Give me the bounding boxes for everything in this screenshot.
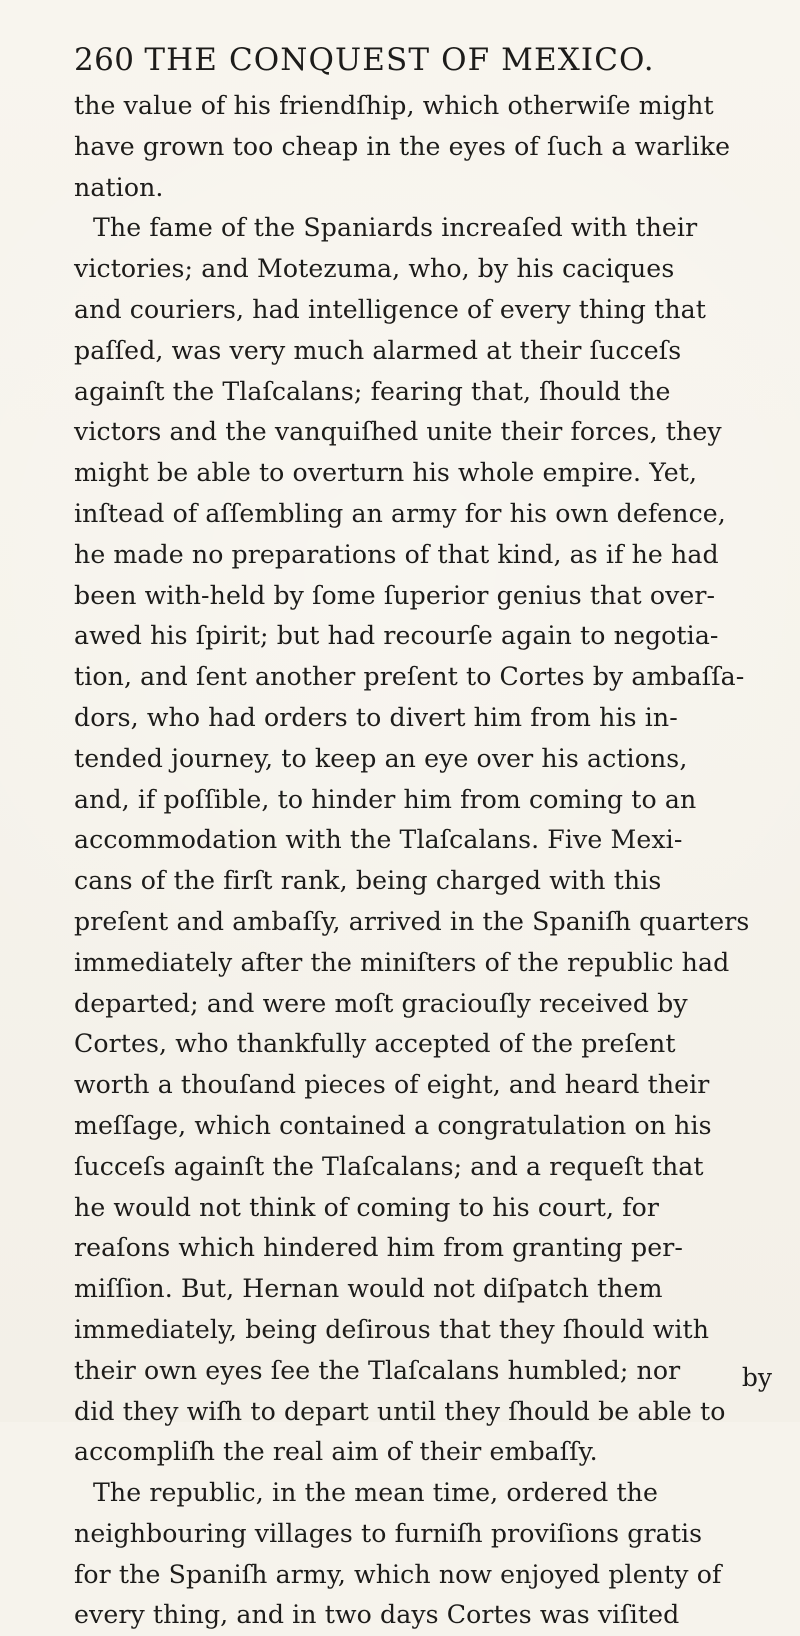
text-line: awed his ſpirit; but had recourſe again to negotia- xyxy=(74,621,719,651)
text-line: immediately after the miniſters of the republic had xyxy=(74,947,730,977)
text-line: have grown too cheap in the eyes of ſuch a warlike xyxy=(74,131,731,161)
catchword: by xyxy=(741,1363,772,1392)
text-line: their own eyes ſee the Tlaſcalans humbled; nor xyxy=(74,1355,681,1385)
text-line: been with-held by ſome ſuperior genius that over- xyxy=(74,580,716,610)
text-line: did they wiſh to depart until they ſhould be able to xyxy=(74,1396,726,1426)
text-line: The republic, in the mean time, ordered the xyxy=(93,1478,658,1508)
text-line: inſtead of aſſembling an army for his own defence, xyxy=(74,498,726,528)
text-line: meſſage, which contained a congratulation on his xyxy=(74,1110,712,1140)
text-line: victories; and Motezuma, who, by his caciques xyxy=(74,254,675,284)
body-text xyxy=(74,86,772,1636)
text-line: for the Spaniſh army, which now enjoyed plenty of xyxy=(74,1559,722,1589)
text-line: and couriers, had intelligence of every thing that xyxy=(74,294,706,324)
text-line: accompliſh the real aim of their embaſſy. xyxy=(74,1437,598,1467)
text-line: dors, who had orders to divert him from his in- xyxy=(74,702,678,732)
text-line: ſucceſs againſt the Tlaſcalans; and a requeſt that xyxy=(74,1151,704,1181)
text-line: againſt the Tlaſcalans; fearing that, ſhould the xyxy=(74,376,671,406)
text-line: the value of his friendſhip, which otherwiſe might xyxy=(74,91,714,120)
text-line: preſent and ambaſſy, arrived in the Spaniſh quarters xyxy=(74,906,750,936)
text-line: tion, and ſent another preſent to Cortes by ambaſſa- xyxy=(74,662,745,692)
page-number: 260 xyxy=(74,42,135,78)
text-line: neighbouring villages to furniſh proviſions gratis xyxy=(74,1518,703,1548)
text-line: The fame of the Spaniards increaſed with their xyxy=(93,213,698,243)
text-line: he made no preparations of that kind, as if he had xyxy=(74,539,719,569)
text-line: Cortes, who thankfully accepted of the preſent xyxy=(74,1029,676,1059)
text-line: accommodation with the Tlaſcalans. Five Mexi- xyxy=(74,825,683,855)
text-line: miſſion. But, Hernan would not diſpatch them xyxy=(74,1274,663,1304)
text-line: departed; and were moſt graciouſly received by xyxy=(74,988,688,1018)
text-line: every thing, and in two days Cortes was viſited xyxy=(74,1600,680,1630)
running-title: THE CONQUEST OF MEXICO. xyxy=(144,42,655,78)
text-line: victors and the vanquiſhed unite their forces, they xyxy=(74,417,722,447)
text-line: might be able to overturn his whole empire. Yet, xyxy=(74,458,698,488)
text-line: immediately, being deſirous that they ſhould with xyxy=(74,1314,710,1344)
text-line: he would not think of coming to his court, for xyxy=(74,1192,660,1222)
page-header xyxy=(74,42,764,86)
text-line: tended journey, to keep an eye over his actions, xyxy=(74,743,688,773)
text-line: and, if poſſible, to hinder him from coming to an xyxy=(74,784,697,814)
text-line: nation. xyxy=(74,172,164,202)
text-line: reaſons which hindered him from granting per- xyxy=(74,1233,683,1263)
text-line: paſſed, was very much alarmed at their ſucceſs xyxy=(74,335,682,365)
text-line: worth a thouſand pieces of eight, and heard their xyxy=(74,1070,710,1100)
text-line: cans of the firſt rank, being charged with this xyxy=(74,866,662,896)
